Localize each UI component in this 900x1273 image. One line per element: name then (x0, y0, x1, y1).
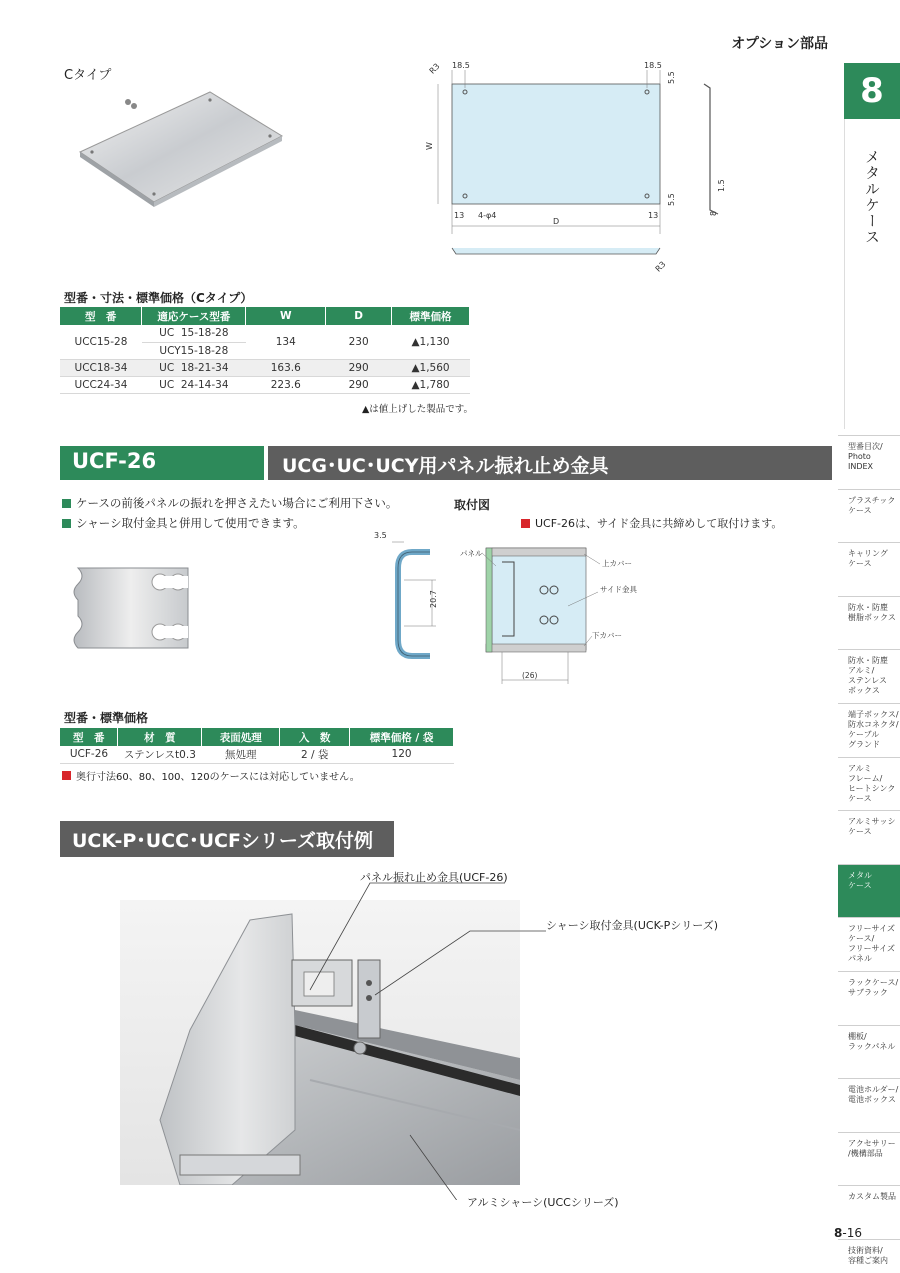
col-header: D (326, 307, 392, 325)
col-header: 型 番 (60, 728, 118, 746)
col-header: 標準価格 (392, 307, 470, 325)
table-row (60, 746, 454, 763)
dim-18-5-right: 18.5 (644, 61, 662, 70)
chapter-tab-label: メタルケース (863, 149, 881, 245)
ucf-bullet-text: シャーシ取付金具と併用して使用できます。 (76, 516, 305, 530)
table-row (60, 376, 470, 393)
series-example-banner: UCK-P･UCC･UCFシリーズ取付例 (60, 821, 394, 857)
ucf-note (62, 768, 360, 783)
ucf-mount-drawing (456, 536, 656, 692)
dim-26: (26) (522, 671, 538, 680)
col-header: 表面処理 (202, 728, 280, 746)
callout-lines (300, 880, 720, 1200)
cell-case: UCY15-18-28 (142, 342, 246, 359)
dim-13-left: 13 (454, 211, 465, 220)
side-nav-item[interactable]: 技術資料/ 容種ご案内 (838, 1239, 900, 1273)
dim-5-5-bottom: 5.5 (667, 193, 676, 206)
label-panel: パネル (460, 549, 483, 558)
col-header: 標準価格 / 袋 (350, 728, 454, 746)
side-nav-item[interactable]: 型番目次/ Photo INDEX (838, 435, 900, 489)
table-row (60, 359, 470, 376)
spec-table-heading: 型番・寸法・標準価格（Cタイプ） (64, 291, 253, 305)
side-nav-item[interactable]: アルミ フレーム/ ヒートシンク ケース (838, 757, 900, 811)
side-nav-item-active[interactable]: メタル ケース (838, 864, 900, 918)
side-nav-item[interactable]: フリーサイズ ケース/ フリーサイズ パネル (838, 917, 900, 971)
ucf-code-banner: UCF-26 (60, 446, 264, 480)
cell-d: 230 (326, 325, 392, 359)
cell-w: 223.6 (246, 376, 326, 393)
side-nav-item[interactable]: 防水・防塵 アルミ/ ステンレス ボックス (838, 649, 900, 703)
ucf-model-heading: 型番・標準価格 (64, 711, 149, 725)
side-nav-item[interactable]: 電池ホルダー/ 電池ボックス (838, 1078, 900, 1132)
chapter-tab-label-box (844, 119, 900, 429)
side-nav-item[interactable]: アルミサッシ ケース (838, 810, 900, 864)
ucf-bullet (62, 495, 397, 511)
side-nav-item[interactable]: 防水・防塵 樹脂ボックス (838, 596, 900, 650)
ucf-profile-drawing (368, 528, 448, 668)
side-nav (838, 435, 900, 1273)
spec-table-note: ▲は値上げした製品です。 (362, 404, 474, 415)
label-lower-cover: 下カバー (592, 631, 622, 640)
cell-d: 290 (326, 359, 392, 376)
bullet-square-icon (62, 771, 71, 780)
cell-model: UCC15-28 (60, 325, 142, 359)
dim-3-5: 3.5 (374, 531, 387, 540)
col-header: 型 番 (60, 307, 142, 325)
callout-uck-p: シャーシ取付金具(UCK-Pシリーズ) (546, 919, 718, 932)
label-side-bracket: サイド金具 (600, 585, 637, 594)
cell-case: UC 18-21-34 (142, 359, 246, 376)
side-nav-item[interactable]: カスタム製品 (838, 1185, 900, 1239)
ucf-bullet-text: ケースの前後パネルの振れを押さえたい場合にご利用下さい。 (76, 496, 398, 510)
mount-note-text: UCF-26は、サイド金具に共締めして取付けます。 (535, 517, 783, 530)
cell-case: UC 15-18-28 (142, 325, 246, 342)
dim-18-5-left: 18.5 (452, 61, 470, 70)
table-row (60, 325, 470, 342)
col-header: 入 数 (280, 728, 350, 746)
dim-d: D (553, 217, 560, 226)
cell-price: ▲1,560 (392, 359, 470, 376)
side-nav-item[interactable]: キャリング ケース (838, 542, 900, 596)
cell-model: UCC24-34 (60, 376, 142, 393)
callout-ucf: パネル振れ止め金具(UCF-26) (360, 871, 508, 884)
cell-price: ▲1,130 (392, 325, 470, 359)
ucf-bracket-photo (64, 560, 204, 660)
callout-ucc: アルミシャーシ(UCCシリーズ) (467, 1196, 619, 1209)
label-upper-cover: 上カバー (602, 559, 632, 568)
dim-13-right: 13 (648, 211, 659, 220)
bullet-square-icon (521, 519, 530, 528)
dim-holes: 4-φ4 (478, 211, 497, 220)
cell-model: UCC18-34 (60, 359, 142, 376)
col-header: 適応ケース型番 (142, 307, 246, 325)
mount-note (521, 515, 782, 531)
cell-qty: 2 / 袋 (280, 746, 350, 763)
ucf-bullet (62, 515, 305, 531)
page-number-value: -16 (842, 1226, 862, 1240)
page-chapter: 8 (834, 1226, 843, 1240)
cell-material: ステンレスt0.3 (118, 746, 202, 763)
bullet-square-icon (62, 499, 71, 508)
side-nav-item[interactable]: 棚板/ ラックパネル (838, 1025, 900, 1079)
dim-8: 8 (709, 210, 718, 216)
cell-price: ▲1,780 (392, 376, 470, 393)
cell-price: 120 (350, 746, 454, 763)
cell-case: UC 24-14-34 (142, 376, 246, 393)
cell-w: 163.6 (246, 359, 326, 376)
bullet-square-icon (62, 519, 71, 528)
ucf-title-banner: UCG･UC･UCY用パネル振れ止め金具 (268, 446, 832, 480)
col-header: 材 質 (118, 728, 202, 746)
side-nav-item[interactable]: アクセサリー /機構部品 (838, 1132, 900, 1186)
dim-5-5-top: 5.5 (667, 71, 676, 84)
dim-20-7: 20.7 (429, 590, 438, 608)
page-number (834, 1226, 862, 1240)
dim-w: W (425, 142, 434, 150)
dim-r3-bottom: R3 (653, 259, 668, 274)
ucf-note-text: 奥行寸法60、80、100、120のケースには対応していません。 (76, 772, 360, 783)
side-nav-item[interactable]: 端子ボックス/ 防水コネクタ/ ケーブル グランド (838, 703, 900, 757)
ctype-label: Cタイプ (64, 68, 112, 83)
ucf-price-table (60, 728, 454, 764)
mount-heading: 取付図 (454, 498, 491, 512)
dim-1-5: 1.5 (717, 179, 726, 192)
cell-finish: 無処理 (202, 746, 280, 763)
page-header-title: オプション部品 (731, 36, 828, 52)
spec-table (60, 307, 470, 394)
side-nav-item[interactable]: ラックケース/ サブラック (838, 971, 900, 1025)
cell-model: UCF-26 (60, 746, 118, 763)
dim-r3-top: R3 (427, 61, 442, 76)
side-nav-item[interactable]: プラスチック ケース (838, 489, 900, 543)
chapter-tab-number[interactable]: 8 (844, 63, 900, 119)
cell-w: 134 (246, 325, 326, 359)
ctype-plate-photo (70, 80, 300, 210)
cell-d: 290 (326, 376, 392, 393)
ctype-dimension-drawing (418, 58, 728, 280)
col-header: W (246, 307, 326, 325)
